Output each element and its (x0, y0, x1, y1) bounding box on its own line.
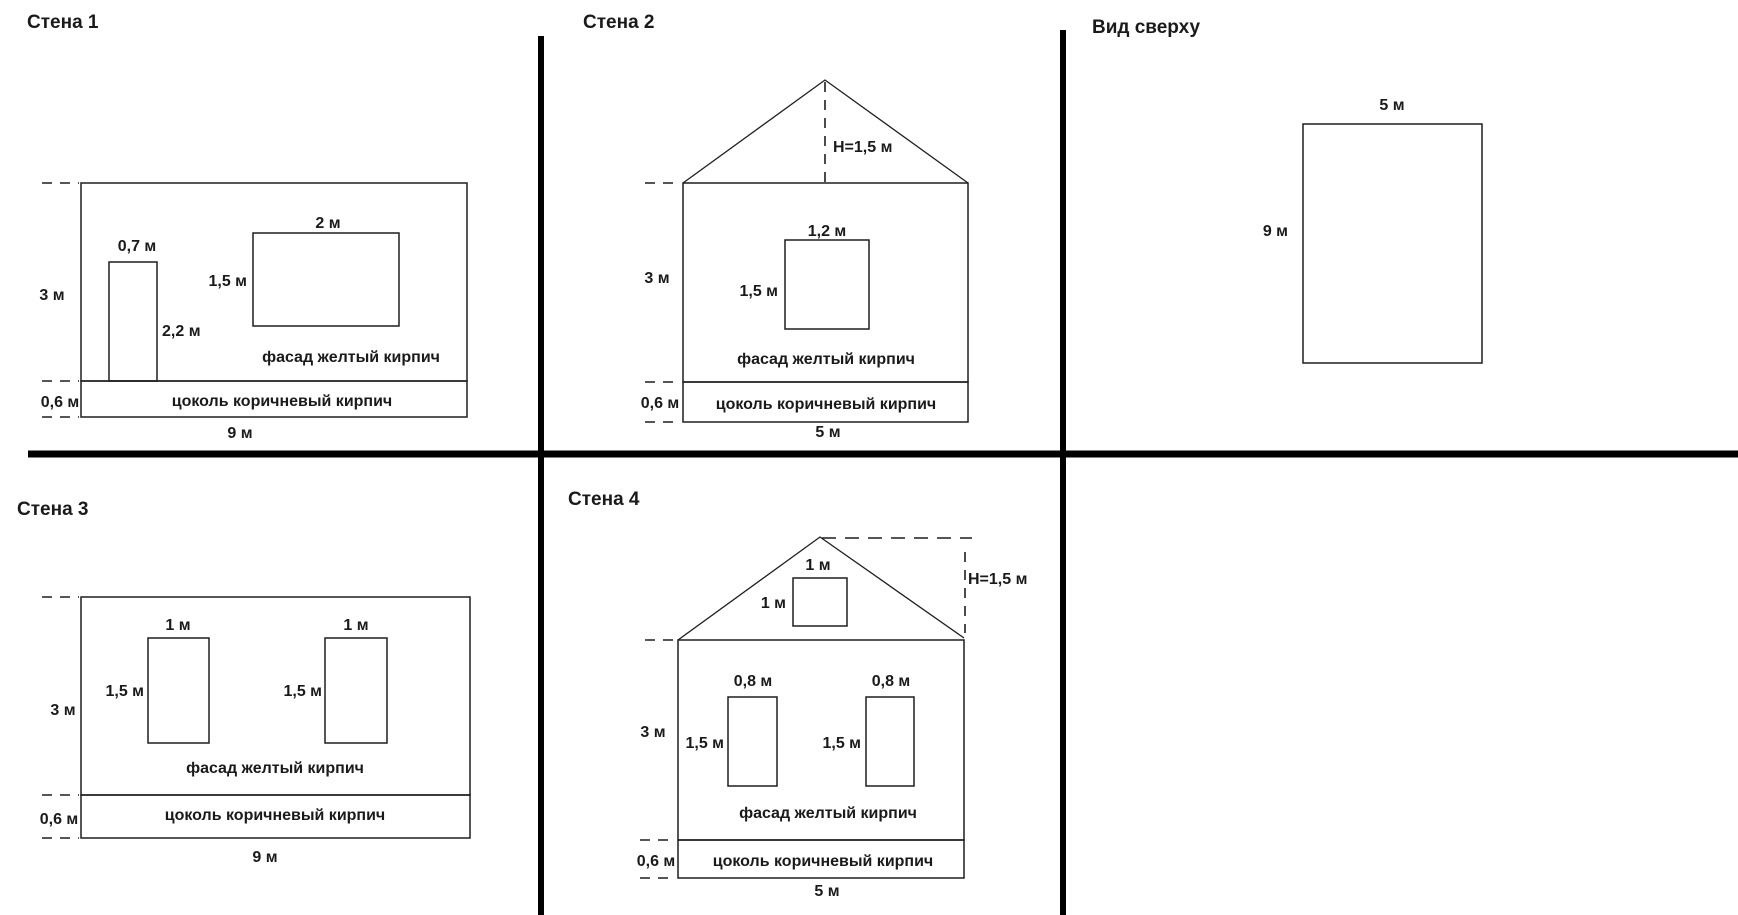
wall3-window1-rect (148, 638, 209, 743)
wall2-panel (583, 12, 968, 441)
wall4-attic-window-rect (793, 578, 847, 626)
wall2-roof-height-label: Н=1,5 м (833, 139, 893, 156)
wall3-window1-height-label: 1,5 м (105, 683, 144, 700)
wall4-window1-width-label: 0,8 м (733, 673, 773, 690)
wall1-window-height-label: 1,5 м (208, 273, 247, 290)
wall1-plinth-caption: цоколь коричневый кирпич (171, 393, 393, 410)
wall2-window-width-label: 1,2 м (807, 223, 847, 240)
wall2-window-rect (785, 240, 869, 329)
wall4-facade-caption: фасад желтый кирпич (739, 805, 917, 822)
wall3-window2-rect (325, 638, 387, 743)
wall4-window1-rect (728, 697, 777, 786)
wall3-window2-width-label: 1 м (343, 617, 369, 634)
wall3-window1-width-label: 1 м (165, 617, 191, 634)
wall1-panel (27, 12, 467, 442)
wall3-panel (17, 499, 470, 866)
wall1-wall-height-label: 3 м (39, 287, 65, 304)
wall3-wall-width-label: 9 м (252, 849, 278, 866)
wall4-window2-width-label: 0,8 м (871, 673, 911, 690)
wall4-plinth-height-label: 0,6 м (636, 853, 676, 870)
wall4-roof-lines (678, 537, 964, 640)
top-view-title: Вид сверху (1092, 17, 1201, 38)
wall4-window2-height-label: 1,5 м (822, 735, 861, 752)
top-view-panel (1092, 17, 1482, 363)
wall2-plinth-height-label: 0,6 м (640, 395, 680, 412)
wall2-window-height-label: 1,5 м (739, 283, 778, 300)
wall1-wall-width-label: 9 м (227, 425, 253, 442)
top-view-plan-rect (1303, 124, 1482, 363)
wall1-window-width-label: 2 м (315, 215, 341, 232)
wall4-wall-width-label: 5 м (814, 883, 840, 900)
wall4-title: Стена 4 (568, 489, 640, 510)
wall3-facade-caption: фасад желтый кирпич (186, 760, 364, 777)
wall3-wall-height-label: 3 м (50, 702, 76, 719)
wall3-window2-height-label: 1,5 м (283, 683, 322, 700)
wall1-door-width-label: 0,7 м (117, 238, 157, 255)
wall1-facade-caption: фасад желтый кирпич (262, 349, 440, 366)
wall2-wall-height-label: 3 м (644, 270, 670, 287)
wall4-wall-height-label: 3 м (640, 724, 666, 741)
top-view-width-label: 5 м (1379, 97, 1405, 114)
wall4-roof-height-label: Н=1,5 м (968, 571, 1028, 588)
wall1-plinth-height-label: 0,6 м (40, 394, 80, 411)
wall3-plinth-height-label: 0,6 м (39, 811, 79, 828)
wall1-door-height-label: 2,2 м (162, 323, 201, 340)
wall1-door-rect (109, 262, 157, 381)
wall4-plinth-caption: цоколь коричневый кирпич (712, 853, 934, 870)
top-view-depth-label: 9 м (1262, 223, 1288, 240)
wall4-attic-window-height-label: 1 м (760, 595, 786, 612)
wall2-title: Стена 2 (583, 12, 655, 33)
wall2-facade-caption: фасад желтый кирпич (737, 351, 915, 368)
wall3-title: Стена 3 (17, 499, 89, 520)
wall2-roof-lines (683, 80, 968, 183)
wall4-window1-height-label: 1,5 м (685, 735, 724, 752)
wall1-window-rect (253, 233, 399, 326)
wall2-wall-width-label: 5 м (815, 424, 841, 441)
wall2-plinth-caption: цоколь коричневый кирпич (715, 396, 937, 413)
wall4-panel (568, 489, 1027, 900)
wall4-attic-window-width-label: 1 м (805, 557, 831, 574)
wall4-window2-rect (866, 697, 914, 786)
wall3-plinth-caption: цоколь коричневый кирпич (164, 807, 386, 824)
wall1-title: Стена 1 (27, 12, 99, 33)
